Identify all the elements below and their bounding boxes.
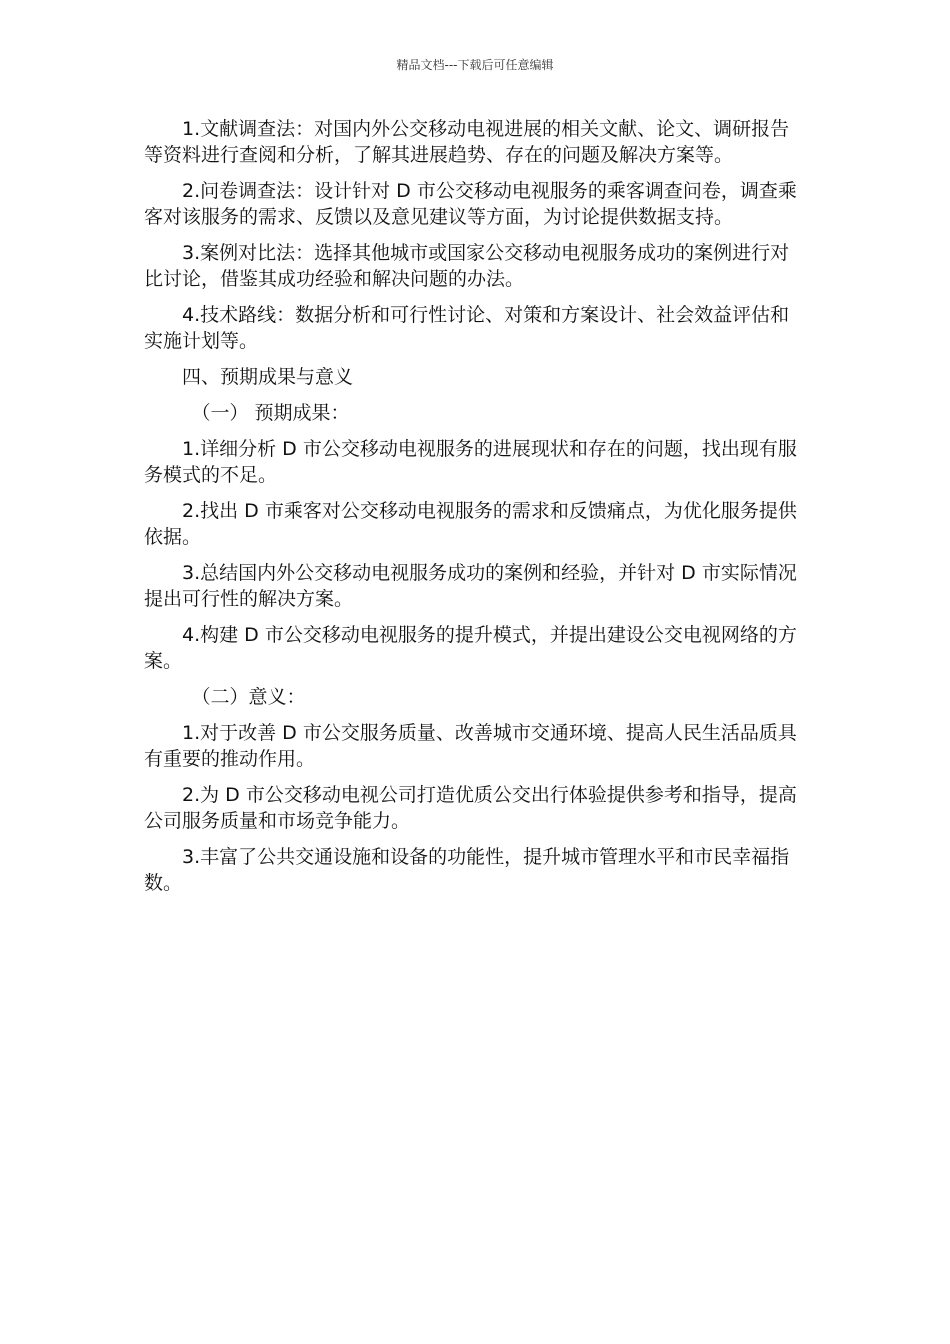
page-header: 精品文档---下载后可任意编辑 [396, 58, 554, 72]
subsection-heading-significance: （二）意义： [191, 686, 306, 708]
paragraph-result-1: 1.详细分析 D 市公交移动电视服务的进展现状和存在的问题，找出现有服务模式的不足。 [144, 438, 797, 486]
paragraph-result-2: 2.找出 D 市乘客对公交移动电视服务的需求和反馈痛点，为优化服务提供依据。 [144, 500, 797, 548]
subsection-heading-expected-results: （一） 预期成果： [191, 402, 350, 424]
paragraph-significance-3: 3.丰富了公共交通设施和设备的功能性，提升城市管理水平和市民幸福指数。 [144, 846, 790, 894]
paragraph-technical-route: 4.技术路线：数据分析和可行性讨论、对策和方案设计、社会效益评估和实施计划等。 [144, 304, 790, 352]
section-heading-expected-results: 四、预期成果与意义 [182, 366, 354, 388]
paragraph-result-4: 4.构建 D 市公交移动电视服务的提升模式，并提出建设公交电视网络的方案。 [144, 624, 797, 672]
paragraph-significance-1: 1.对于改善 D 市公交服务质量、改善城市交通环境、提高人民生活品质具有重要的推动作用。 [144, 722, 797, 770]
paragraph-literature-method: 1.文献调查法：对国内外公交移动电视进展的相关文献、论文、调研报告等资料进行查阅和分析，了解其进展趋势、存在的问题及解决方案等。 [144, 118, 790, 166]
paragraph-significance-2: 2.为 D 市公交移动电视公司打造优质公交出行体验提供参考和指导，提高公司服务质量和市场竞争能力。 [144, 784, 797, 832]
document-body [144, 116, 806, 906]
paragraph-questionnaire-method: 2.问卷调查法：设计针对 D 市公交移动电视服务的乘客调查问卷，调查乘客对该服务的需求、反馈以及意见建议等方面，为讨论提供数据支持。 [144, 180, 797, 228]
paragraph-case-comparison-method: 3.案例对比法：选择其他城市或国家公交移动电视服务成功的案例进行对比讨论，借鉴其成功经验和解决问题的办法。 [144, 242, 790, 290]
paragraph-result-3: 3.总结国内外公交移动电视服务成功的案例和经验，并针对 D 市实际情况提出可行性的解决方案。 [144, 562, 797, 610]
